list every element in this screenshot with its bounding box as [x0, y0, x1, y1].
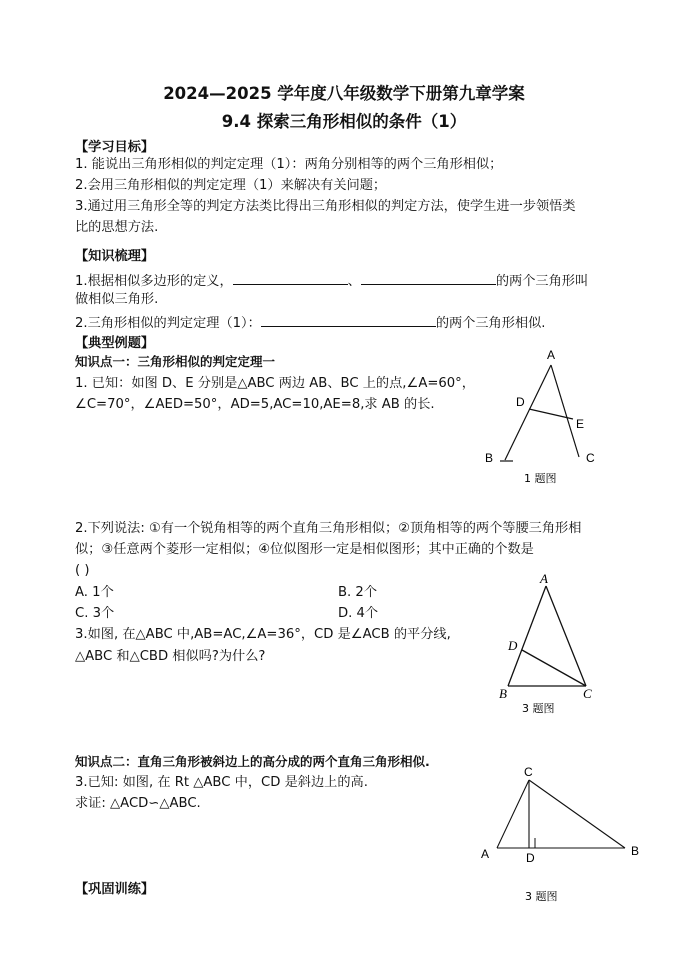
practice-heading: 【巩固训练】 [75, 882, 155, 897]
fig2-side-ac [546, 586, 586, 686]
example-4-line-2: 求证: △ACD∽△ABC. [75, 796, 201, 811]
fig2-caption: 3 题图 [522, 702, 555, 715]
fig1-label-d: D [516, 395, 525, 409]
option-d[interactable]: D. 4个 [338, 606, 379, 621]
fig3-label-c: C [524, 765, 533, 779]
fig3-label-a: A [481, 847, 490, 861]
fig1-label-e: E [576, 417, 585, 431]
example-2-line-2: 似；③任意两个菱形一定相似；④位似图形一定是相似图形；其中正确的个数是 [75, 542, 534, 557]
example-4-line-1: 3.已知: 如图, 在 Rt △ABC 中，CD 是斜边上的高. [75, 775, 368, 790]
fig1-side-ac [551, 365, 579, 457]
knowledge-q1-prefix: 1.根据相似多边形的定义， [75, 274, 233, 289]
fig1-label-a: A [547, 348, 556, 362]
example-3-line-2: △ABC 和△CBD 相似吗?为什么? [75, 649, 266, 664]
objective-item-2: 2.会用三角形相似的判定定理（1）来解决有关问题； [75, 178, 387, 193]
example-1-line-2: ∠C=70°，∠AED=50°，AD=5,AC=10,AE=8,求 AB 的长. [75, 397, 435, 412]
example-3-line-1: 3.如图, 在△ABC 中,AB=AC,∠A=36°，CD 是∠ACB 的平分线, [75, 627, 451, 642]
fig3-caption: 3 题图 [525, 890, 558, 903]
fig1-label-b: B [485, 451, 494, 465]
examples-heading: 【典型例题】 [75, 336, 155, 351]
fig3-side-bc [529, 780, 625, 848]
fig1-label-c: C [586, 451, 595, 465]
blank-3[interactable] [261, 312, 436, 327]
fig3-label-d: D [526, 851, 535, 865]
option-b[interactable]: B. 2个 [338, 585, 378, 600]
fig1-caption: 1 题图 [524, 472, 557, 485]
fig3-label-b: B [631, 844, 640, 858]
knowledge-q1 [75, 270, 588, 291]
knowledge-q2 [75, 312, 546, 333]
page-title: 2024—2025 学年度八年级数学下册第九章学案 [163, 84, 525, 103]
objectives-heading: 【学习目标】 [75, 140, 155, 155]
option-c[interactable]: C. 3个 [75, 606, 115, 621]
section-title: 9.4 探索三角形相似的条件（1） [221, 112, 467, 131]
knowledge-point-1: 知识点一：三角形相似的判定定理一 [75, 354, 276, 369]
example-2-line-1: 2.下列说法: ①有一个锐角相等的两个直角三角形相似；②顶角相等的两个等腰三角形相 [75, 521, 582, 536]
figure-3 [475, 760, 655, 910]
blank-1[interactable] [233, 270, 348, 285]
fig2-label-d: D [508, 638, 518, 653]
fig2-segment-cd [522, 650, 586, 686]
knowledge-q1-cont: 做相似三角形. [75, 292, 159, 307]
figure-1 [475, 345, 615, 495]
blank-2[interactable] [361, 270, 496, 285]
fig2-label-c: C [583, 686, 592, 701]
example-1-line-1: 1. 已知：如图 D、E 分别是△ABC 两边 AB、BC 上的点,∠A=60°， [75, 376, 475, 391]
objective-item-3-cont: 比的思想方法. [75, 220, 159, 235]
knowledge-point-2: 知识点二：直角三角形被斜边上的高分成的两个直角三角形相似. [75, 754, 430, 769]
fig3-side-ac [497, 780, 529, 848]
fig2-side-ab [508, 586, 546, 686]
knowledge-q1-sep: 、 [347, 274, 361, 289]
fig2-label-a: A [540, 572, 548, 586]
fig2-label-b: B [499, 686, 507, 701]
option-a[interactable]: A. 1个 [75, 585, 114, 600]
knowledge-q1-suffix: 的两个三角形叫 [495, 274, 589, 289]
objective-item-3: 3.通过用三角形全等的判定方法类比得出三角形相似的判定方法，使学生进一步领悟类 [75, 199, 576, 214]
knowledge-q2-suffix: 的两个三角形相似. [435, 316, 546, 331]
knowledge-heading: 【知识梳理】 [75, 249, 155, 264]
example-2-line-3: ( ) [75, 563, 90, 578]
figure-2 [490, 572, 605, 717]
objective-item-1: 1. 能说出三角形相似的判定定理（1）：两角分别相等的两个三角形相似； [75, 157, 503, 172]
knowledge-q2-prefix: 2.三角形相似的判定定理（1）： [75, 316, 261, 331]
